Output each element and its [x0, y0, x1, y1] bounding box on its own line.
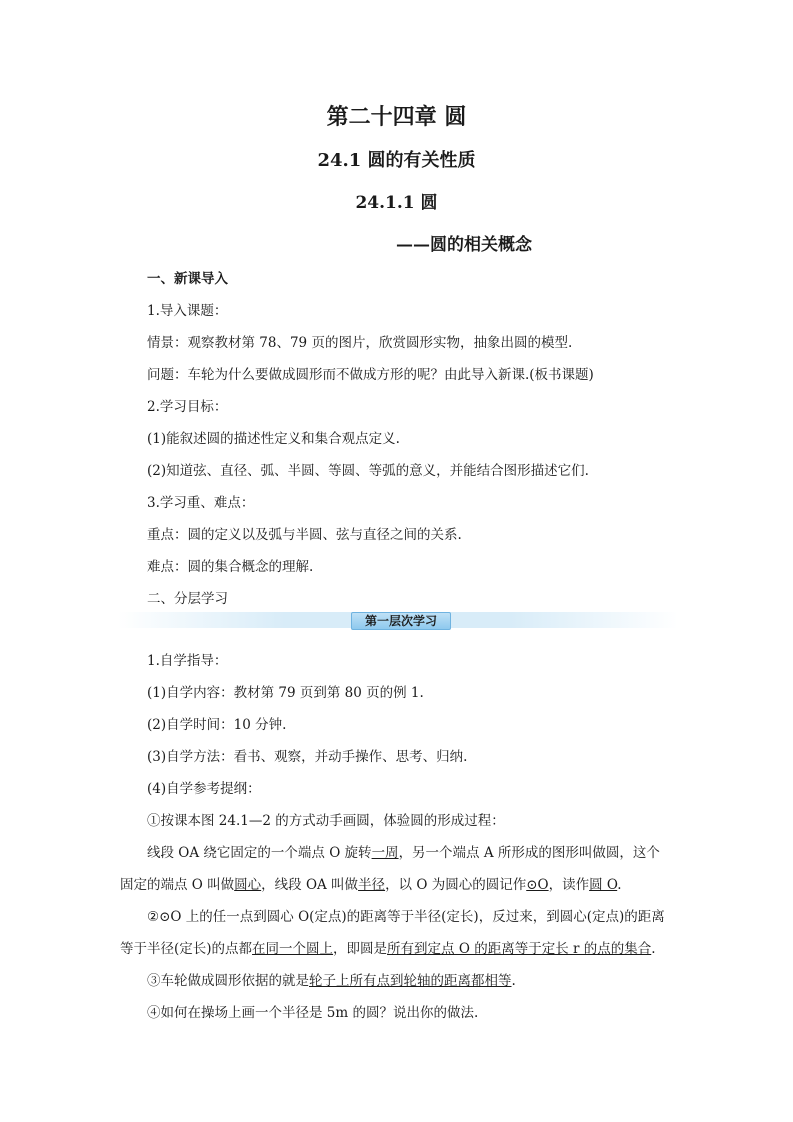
- text-span: 固定的端点 O 叫做: [120, 877, 235, 893]
- situation-text: 情景：观察教材第 78、79 页的图片，欣赏圆形实物，抽象出圆的模型.: [147, 335, 573, 351]
- subsection-title: 24.1.1 圆: [355, 193, 438, 213]
- answer-underline: 在同一个圆上: [252, 941, 334, 957]
- goal-2: (2)知道弦、直径、弧、半圆、等圆、等弧的意义，并能结合图形描述它们.: [147, 463, 589, 479]
- goal-1: (1)能叙述圆的描述性定义和集合观点定义.: [147, 431, 400, 447]
- answer-underline: 一周: [371, 845, 399, 861]
- study-content: (1)自学内容：教材第 79 页到第 80 页的例 1.: [147, 685, 424, 701]
- outline-item-3: [147, 972, 516, 990]
- outline-item-2: ②⊙O 上的任一点到圆心 O(定点)的距离等于半径(定长)，反过来，到圆心(定点)的距离: [147, 909, 665, 925]
- guide-label: 1.自学指导：: [147, 653, 228, 669]
- key-point: 重点：圆的定义以及弧与半圆、弦与直径之间的关系.: [147, 527, 462, 543]
- study-time: (2)自学时间：10 分钟.: [147, 717, 287, 733]
- outline-paragraph-line-1: [147, 844, 660, 862]
- text-span: 线段 OA 绕它固定的一个端点 O 旋转: [147, 845, 372, 861]
- answer-underline: 所有到定点 O 的距离等于定长 r 的点的集合: [387, 941, 652, 957]
- outline-item-2-cont: [120, 940, 656, 958]
- level-banner-label: 第一层次学习: [351, 612, 451, 630]
- text-span: ，读作: [548, 877, 590, 893]
- question-text: 问题：车轮为什么要做成圆形而不做成方形的呢？由此导入新课.(板书课题): [147, 367, 594, 383]
- intro-label: 1.导入课题：: [147, 303, 228, 319]
- text-span: ，另一个端点 A 所形成的图形叫做圆，这个: [398, 845, 660, 861]
- text-span: 等于半径(定长)的点都: [120, 941, 253, 957]
- text-span: .: [651, 941, 656, 957]
- text-span: .: [511, 973, 516, 989]
- text-span: .: [617, 877, 622, 893]
- outline-item-1: ①按课本图 24.1—2 的方式动手画圆，体验圆的形成过程：: [147, 813, 505, 829]
- answer-underline: 圆 O: [589, 877, 618, 893]
- goals-label: 2.学习目标：: [147, 399, 228, 415]
- answer-underline: 轮子上所有点到轮轴的距离都相等: [309, 973, 512, 989]
- answer-underline: ⊙O: [526, 877, 549, 893]
- outline-paragraph-line-2: [120, 876, 621, 894]
- section-title: 24.1 圆的有关性质: [317, 150, 476, 171]
- outline-item-4: ④如何在操场上画一个半径是 5m 的圆？说出你的做法.: [147, 1005, 479, 1021]
- chapter-title: 第二十四章 圆: [326, 104, 467, 130]
- part2-heading: 二、分层学习: [147, 591, 228, 607]
- difficulty-point: 难点：圆的集合概念的理解.: [147, 559, 314, 575]
- study-method: (3)自学方法：看书、观察，并动手操作、思考、归纳.: [147, 749, 468, 765]
- part1-heading: 一、新课导入: [147, 271, 228, 287]
- text-span: ③车轮做成圆形依据的就是: [147, 973, 309, 989]
- text-span: ，以 O 为圆心的圆记作: [385, 877, 527, 893]
- lesson-subtitle: ——圆的相关概念: [396, 235, 532, 255]
- text-span: ，线段 OA 叫做: [261, 877, 359, 893]
- key-label: 3.学习重、难点：: [147, 495, 255, 511]
- answer-underline: 圆心: [234, 877, 262, 893]
- answer-underline: 半径: [358, 877, 386, 893]
- text-span: ，即圆是: [333, 941, 388, 957]
- study-outline: (4)自学参考提纲：: [147, 781, 261, 797]
